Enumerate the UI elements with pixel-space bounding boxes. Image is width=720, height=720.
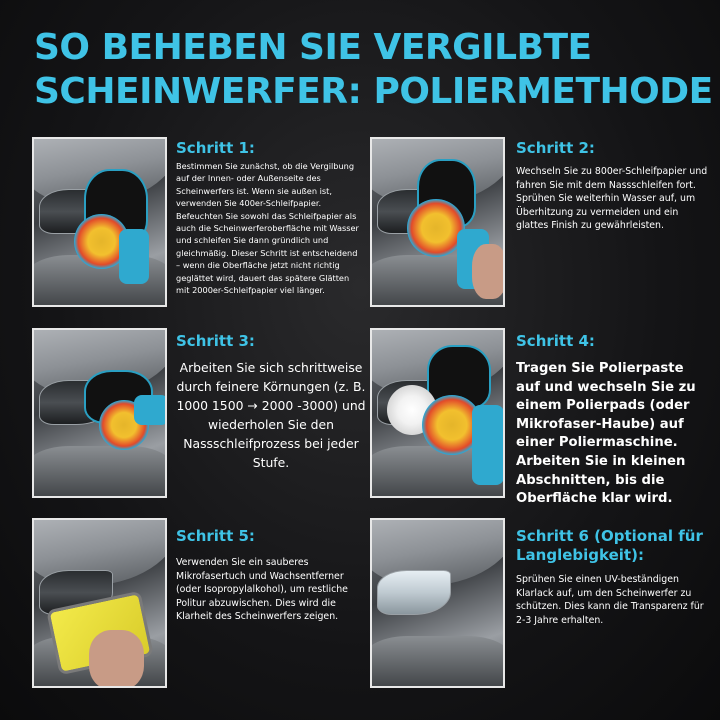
polisher-icon: [79, 370, 167, 480]
step-3-heading: Schritt 3:: [176, 332, 255, 350]
step-5-text: Verwenden Sie ein sauberes Mikrofasertuch und Wachsentferner (oder Isopropylalkohol), um restliche Politur abzuwischen. Dies wird die Klarheit des Scheinwerfers zeigen.: [176, 557, 348, 623]
step-6-heading: Schritt 6 (Optional für Langlebigkeit):: [516, 527, 703, 564]
step-6-text: Sprühen Sie einen UV-beständigen Klarlack auf, um den Scheinwerfer zu schützen. Dies kann die Transparenz für 2-3 Jahre erhalten.: [516, 574, 704, 626]
step-4-heading: Schritt 4:: [516, 332, 595, 350]
step-6-photo: [370, 518, 505, 688]
step-2-photo: [370, 137, 505, 307]
step-1-heading: Schritt 1:: [176, 139, 255, 157]
page-title: SO BEHEBEN SIE VERGILBTE SCHEINWERFER: POLIERMETHODE: [34, 27, 713, 112]
step-4-photo: [370, 328, 505, 498]
polisher-icon: [387, 345, 505, 495]
hand-icon: [89, 630, 144, 688]
step-3-text: Arbeiten Sie sich schrittweise durch feinere Körnungen (z. B. 1000 1500 → 2000 -3000) und wiederholen Sie den Nassschleifprozess bei jeder Stufe.: [176, 360, 366, 470]
step-3-photo: [32, 328, 167, 498]
step-1-photo: [32, 137, 167, 307]
polisher-icon: [402, 159, 505, 307]
step-1-text: Bestimmen Sie zunächst, ob die Vergilbung auf der Innen- oder Außenseite des Scheinwerfers ist. Wenn sie außen ist, verwenden Sie 400er-Schleifpapier. Befeuchten Sie sowohl das Schleifpapier als auch die Scheinwerferoberfläche mit Wasser und schleifen Sie dann gründlich und gleichmäßig. Dieser Schritt ist entscheidend – wenn die Oberfläche jetzt nicht richtig geglättet wird, dauert das spätere Glätten mit 2000er-Schleifpapier viel länger.: [176, 161, 359, 296]
polisher-icon: [74, 169, 167, 289]
step-2-heading: Schritt 2:: [516, 139, 595, 157]
step-5-photo: [32, 518, 167, 688]
step-2-text: Wechseln Sie zu 800er-Schleifpapier und fahren Sie mit dem Nassschleifen fort. Sprühen Sie weiterhin Wasser auf, um Überhitzung zu vermeiden und ein glattes Finish zu gewährleisten.: [516, 166, 708, 232]
step-5-heading: Schritt 5:: [176, 527, 255, 545]
step-4-text: Tragen Sie Polierpaste auf und wechseln Sie zu einem Polierpads (oder Mikrofaser-Haube) auf einer Poliermaschine. Arbeiten Sie in kleinen Abschnitten, bis die Oberfläche klar wird.: [516, 361, 696, 507]
